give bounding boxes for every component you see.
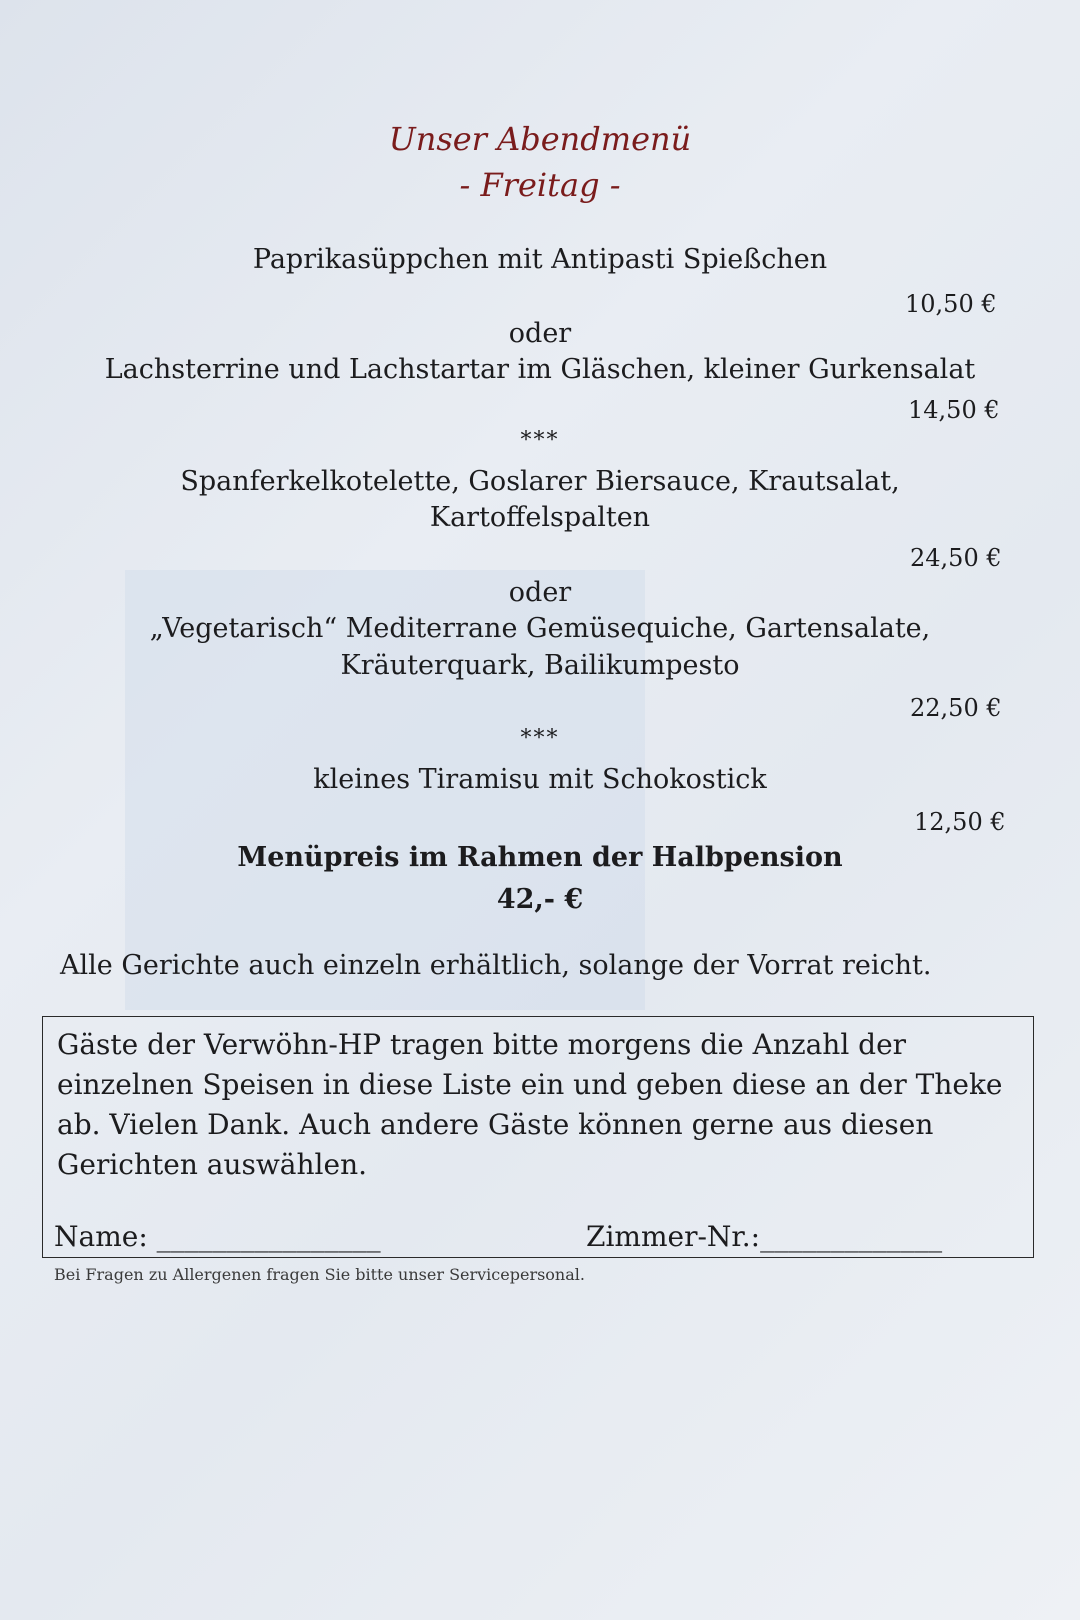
or-separator-2: oder	[508, 577, 572, 608]
menu-price: 42,- €	[496, 884, 584, 915]
main-1-line-1: Spanferkelkotelette, Goslarer Biersauce, Krautsalat,	[180, 466, 900, 497]
name-field[interactable]: Name: ________________	[54, 1220, 381, 1253]
menu-day: - Freitag -	[459, 166, 621, 204]
allergen-footnote: Bei Fragen zu Allergenen fragen Sie bitte unser Servicepersonal.	[54, 1265, 585, 1284]
starter-1-name: Paprikasüppchen mit Antipasti Spießchen	[252, 244, 828, 275]
main-1-price: 24,50 €	[910, 544, 1002, 572]
main-2-price: 22,50 €	[910, 694, 1002, 722]
starter-2-price: 14,50 €	[908, 396, 1000, 424]
starter-2-name: Lachsterrine und Lachstartar im Gläschen, kleiner Gurkensalat	[104, 354, 976, 385]
course-separator-2: ***	[520, 726, 560, 751]
main-2-line-2: Kräuterquark, Bailikumpesto	[340, 650, 740, 681]
main-2-line-1: „Vegetarisch“ Mediterrane Gemüsequiche, Gartensalate,	[149, 613, 931, 644]
or-separator-1: oder	[508, 318, 572, 349]
course-separator-1: ***	[520, 428, 560, 453]
main-1-line-2: Kartoffelspalten	[429, 502, 651, 533]
dessert-price: 12,50 €	[914, 808, 1006, 836]
room-number-field[interactable]: Zimmer-Nr.:_____________	[586, 1220, 943, 1253]
dessert-name: kleines Tiramisu mit Schokostick	[313, 764, 767, 795]
order-instructions: Gäste der Verwöhn-HP tragen bitte morgens die Anzahl der einzelnen Speisen in diese Liste ein und geben diese an der Theke ab. Vielen Dank. Auch andere Gäste können gerne aus diesen Gerichten auswählen.	[57, 1028, 1003, 1181]
menu-title: Unser Abendmenü	[388, 120, 692, 158]
availability-note: Alle Gerichte auch einzeln erhältlich, solange der Vorrat reicht.	[60, 950, 932, 981]
menu-price-label: Menüpreis im Rahmen der Halbpension	[237, 842, 843, 873]
starter-1-price: 10,50 €	[905, 290, 997, 318]
